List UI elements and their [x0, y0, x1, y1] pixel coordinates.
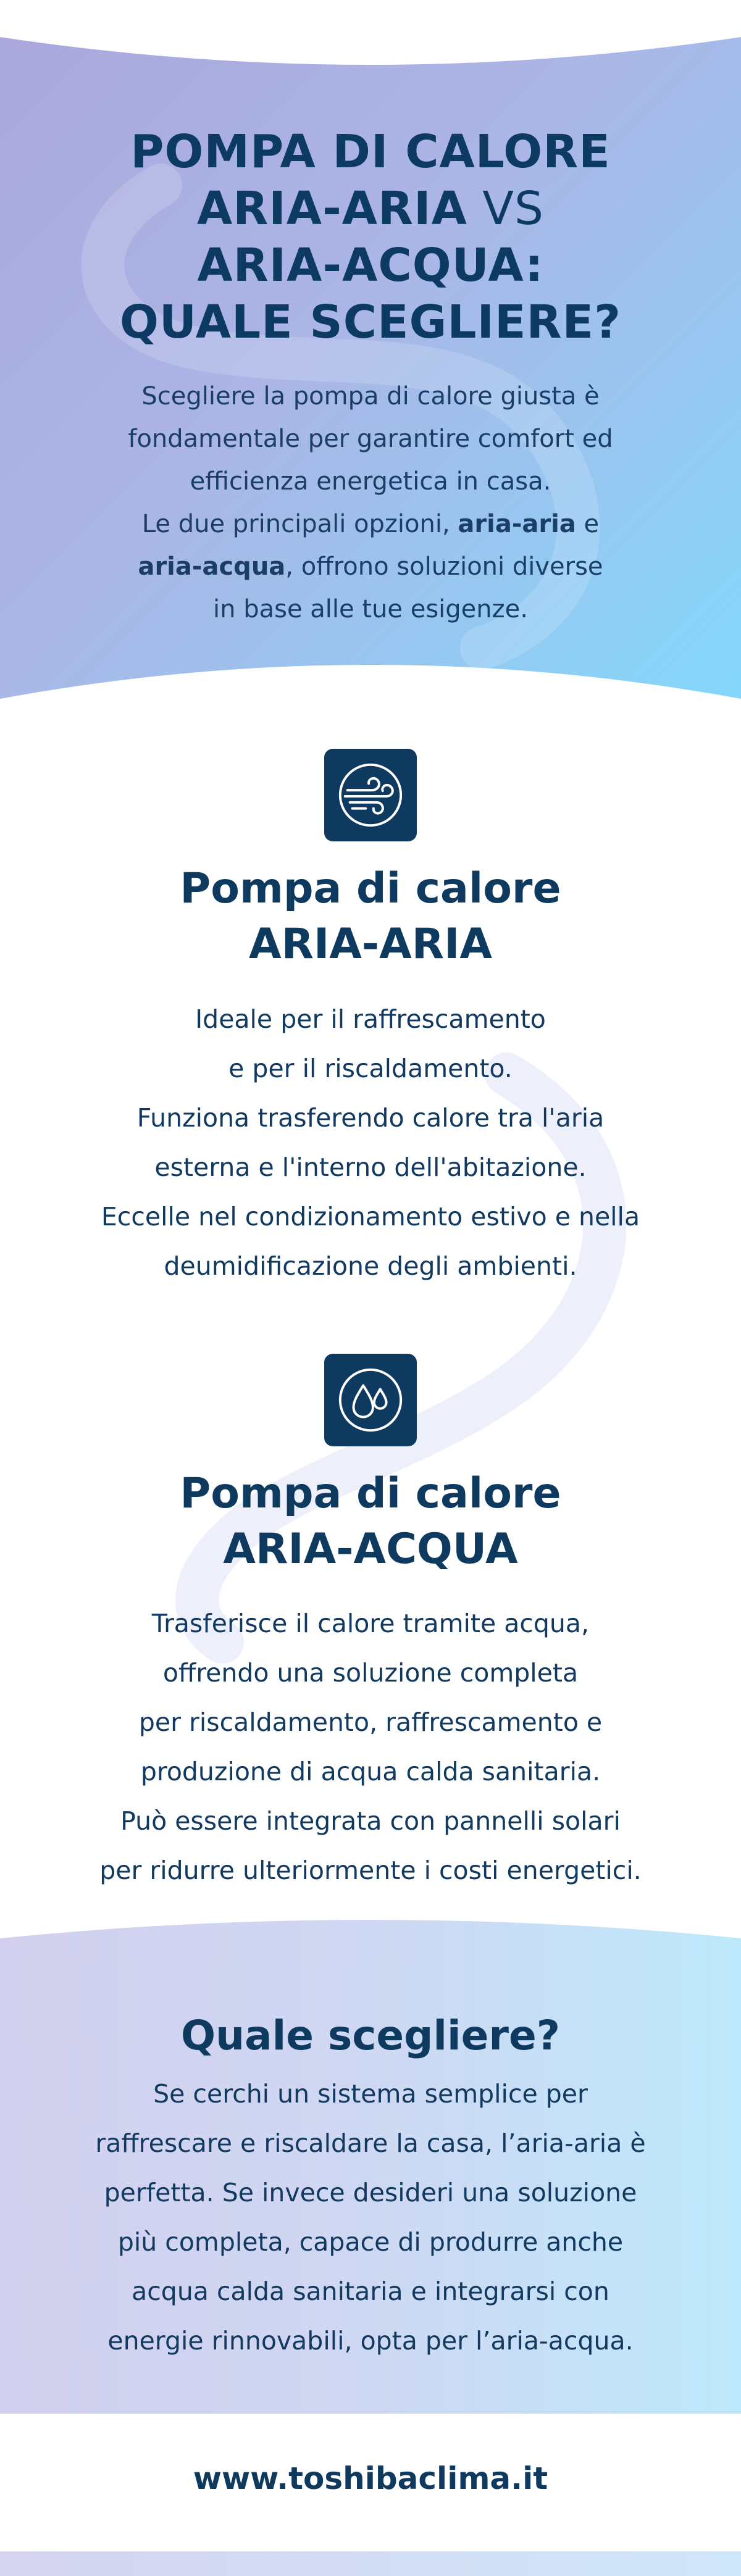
- aria-acqua-line: per ridurre ulteriormente i costi energetici.: [99, 1856, 642, 1885]
- aria-aria-title: [0, 861, 741, 972]
- choose-line: raffrescare e riscaldare la casa, l’aria-aria è: [95, 2128, 646, 2158]
- hero-intro-line: efficienza energetica in casa.: [190, 467, 551, 496]
- hero-intro-text-span: e: [576, 510, 600, 538]
- aria-aria-line: esterna e l'interno dell'abitazione.: [154, 1153, 587, 1182]
- hero-intro-text: [93, 375, 648, 631]
- aria-acqua-title: [0, 1466, 741, 1577]
- hero-intro-text-span: , offrono soluzioni diverse: [285, 552, 603, 581]
- hero-intro-line: [93, 546, 648, 588]
- aria-aria-line: e per il riscaldamento.: [228, 1054, 513, 1083]
- aria-aria-line: deumidificazione degli ambienti.: [164, 1251, 577, 1281]
- hero-intro-line: fondamentale per garantire comfort ed: [128, 425, 613, 453]
- choose-line: acqua calda sanitaria e integrarsi con: [132, 2277, 609, 2306]
- wind-icon: [334, 759, 407, 832]
- aria-aria-title-line2: ARIA-ARIA: [248, 920, 493, 969]
- aria-aria-line: Funziona trasferendo calore tra l'aria: [136, 1103, 605, 1133]
- choose-title: Quale scegliere?: [180, 2012, 560, 2059]
- aria-acqua-line: produzione di acqua calda sanitaria.: [140, 1757, 601, 1786]
- hero-title-aria-aria: ARIA-ARIA: [197, 182, 467, 235]
- choose-description: [62, 2069, 679, 2366]
- hero-top-wave: [0, 0, 741, 74]
- hero-intro-text-span: Le due principali opzioni,: [141, 510, 458, 538]
- aria-acqua-title-line2: ARIA-ACQUA: [223, 1525, 518, 1574]
- hero-title: [0, 123, 741, 351]
- choose-line: Se cerchi un sistema semplice per: [153, 2079, 588, 2109]
- aria-aria-line: Eccelle nel condizionamento estivo e nella: [101, 1202, 640, 1232]
- hero-title-vs: VS: [467, 182, 544, 235]
- aria-acqua-line: per riscaldamento, raffrescamento e: [138, 1707, 603, 1737]
- aria-acqua-title-line1: Pompa di calore: [180, 1469, 561, 1518]
- hero-bottom-wave: [0, 631, 741, 723]
- water-drops-icon: [334, 1364, 407, 1436]
- water-icon-box: [324, 1354, 417, 1446]
- hero-title-line2: [0, 180, 741, 237]
- hero-intro-line: in base alle tue esigenze.: [213, 595, 528, 623]
- choose-line: più completa, capace di produrre anche: [117, 2227, 624, 2257]
- aria-aria-line: Ideale per il raffrescamento: [195, 1004, 546, 1034]
- aria-acqua-description: [62, 1599, 679, 1895]
- hero-intro-bold-aria-acqua: aria-acqua: [138, 552, 286, 581]
- hero-intro-bold-aria-aria: aria-aria: [458, 510, 576, 538]
- hero-title-line4: QUALE SCEGLIERE?: [119, 296, 622, 349]
- aria-aria-description: [62, 994, 679, 1291]
- aria-acqua-line: Trasferisce il calore tramite acqua,: [151, 1609, 590, 1638]
- hero-title-line1: POMPA DI CALORE: [130, 125, 611, 178]
- aria-aria-title-line1: Pompa di calore: [180, 864, 561, 913]
- choose-line: perfetta. Se invece desideri una soluzione: [104, 2178, 637, 2207]
- hero-title-line3: ARIA-ACQUA:: [197, 239, 544, 292]
- wind-icon-box: [324, 749, 417, 841]
- aria-acqua-line: offrendo una soluzione completa: [162, 1658, 579, 1688]
- hero-intro-line: [93, 503, 648, 546]
- hero-intro-line: Scegliere la pompa di calore giusta è: [141, 382, 600, 411]
- aria-acqua-line: Può essere integrata con pannelli solari: [120, 1806, 621, 1836]
- website-link[interactable]: www.toshibaclima.it: [193, 2461, 548, 2496]
- bottom-bar: [0, 2551, 741, 2576]
- choose-top-wave: [0, 1920, 741, 1957]
- choose-line: energie rinnovabili, opta per l’aria-acqua.: [107, 2326, 634, 2356]
